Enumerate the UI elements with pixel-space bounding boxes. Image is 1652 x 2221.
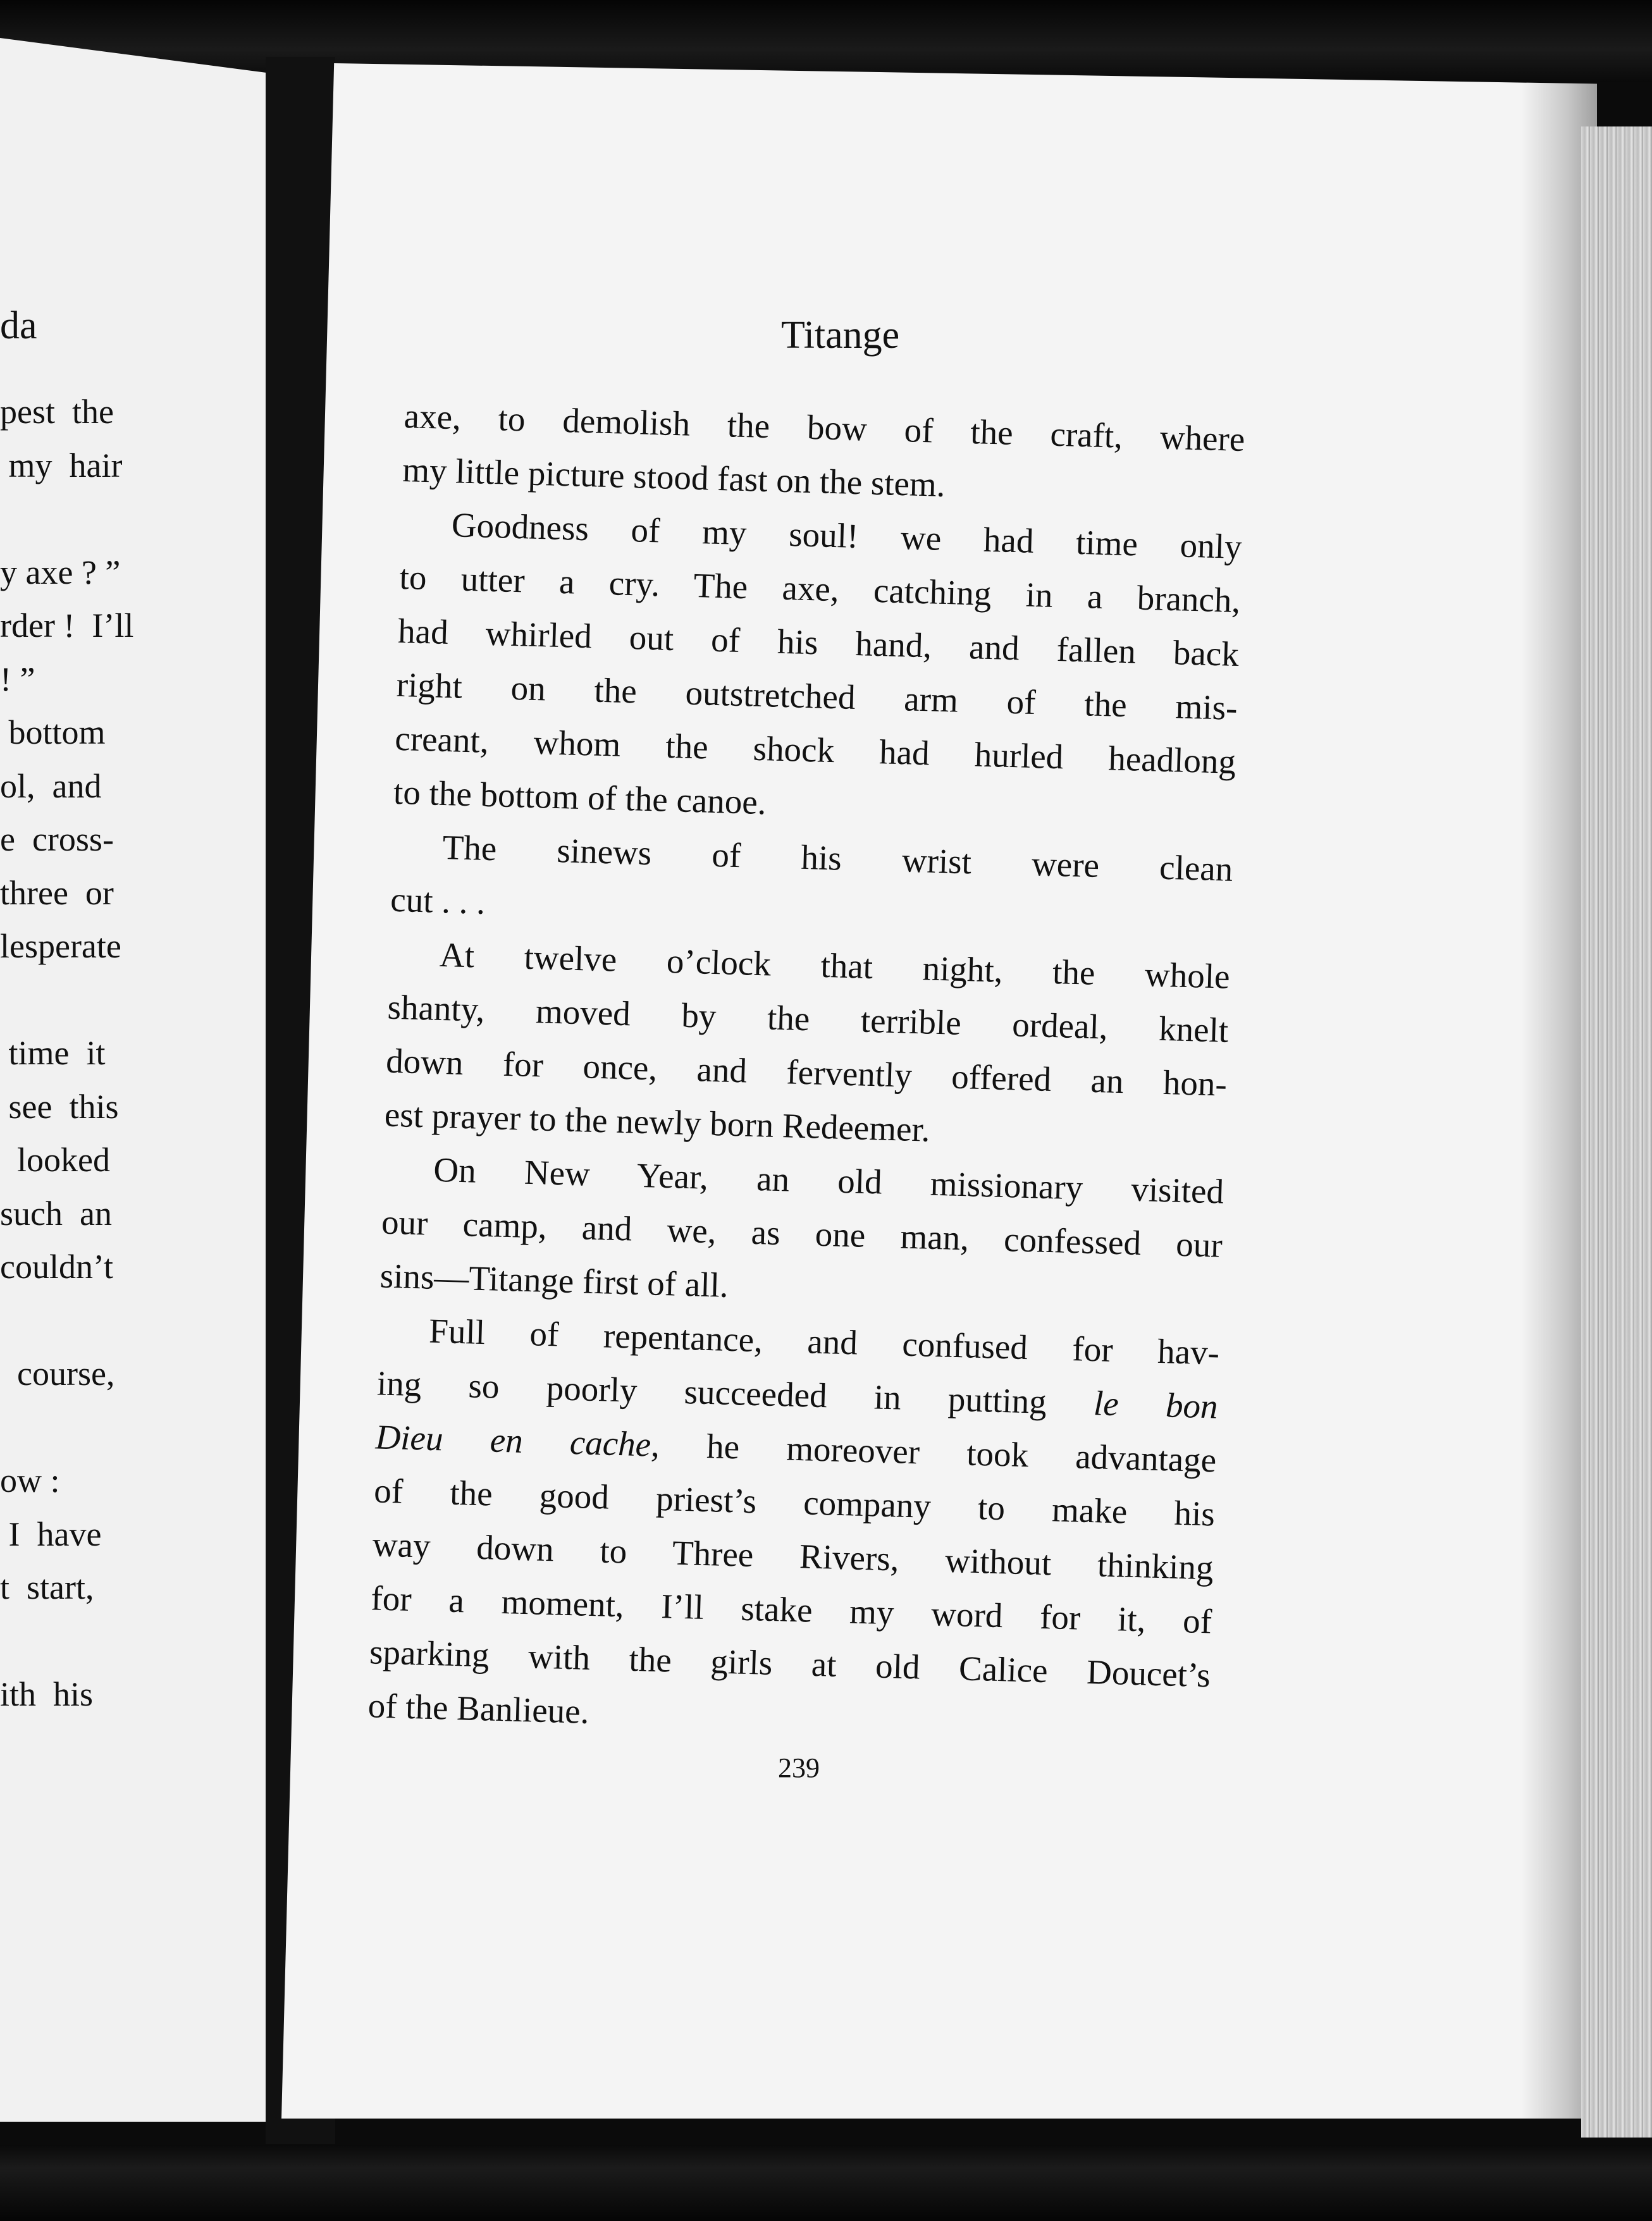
text-line: right on the outstretched arm of the mis- bbox=[396, 665, 1238, 727]
text-line: to utter a cry. The axe, catching in a branch, bbox=[398, 557, 1242, 620]
facing-page-line: bottom bbox=[0, 713, 106, 751]
facing-page-line: see this bbox=[0, 1087, 119, 1126]
text-line: Goodness of my soul! we had time only bbox=[451, 505, 1243, 567]
facing-page-line: t start, bbox=[0, 1568, 94, 1606]
facing-page-line: y axe ? ” bbox=[0, 553, 121, 591]
text-line: est prayer to the newly born Redeemer. bbox=[384, 1095, 931, 1149]
facing-page-line: couldn’t bbox=[0, 1248, 113, 1286]
text-line: for a moment, I’ll stake my word for it, of bbox=[370, 1578, 1212, 1641]
page-edges-stack bbox=[1581, 126, 1652, 2138]
text-line: cut . . . bbox=[390, 880, 486, 921]
italic-run: Dieu en cache bbox=[374, 1417, 652, 1464]
facing-page-line: I have bbox=[0, 1515, 102, 1553]
text-line: down for once, and fervently offered an hon- bbox=[385, 1041, 1228, 1104]
running-head: Titange bbox=[781, 314, 900, 357]
scan-frame-bottom bbox=[0, 2145, 1652, 2221]
body-text bbox=[367, 389, 1246, 1756]
facing-page-line: three or bbox=[0, 873, 114, 912]
text-line: our camp, and we, as one man, confessed our bbox=[381, 1202, 1223, 1265]
text-line: On New Year, an old missionary visited bbox=[433, 1150, 1224, 1211]
page-number: 239 bbox=[778, 1752, 820, 1783]
text-line: Full of repentance, and confused for hav- bbox=[428, 1311, 1220, 1372]
facing-page-line: ol, and bbox=[0, 766, 102, 805]
text-line: sins—Titange first of all. bbox=[379, 1256, 729, 1305]
text-line: my little picture stood fast on the stem. bbox=[402, 450, 946, 504]
text-run: ing so poorly succeeded in putting bbox=[376, 1363, 1094, 1423]
facing-page-line: time it bbox=[0, 1034, 106, 1072]
facing-page-line: ! ” bbox=[0, 660, 35, 698]
text-line: had whirled out of his hand, and fallen back bbox=[397, 611, 1240, 674]
text-line: axe, to demolish the bow of the craft, where bbox=[403, 396, 1246, 459]
facing-page-line: such an bbox=[0, 1194, 112, 1233]
facing-page-line: lesperate bbox=[0, 927, 121, 965]
facing-page-line: pest the bbox=[0, 393, 114, 431]
text-run: , he moreover took advantage bbox=[650, 1425, 1217, 1480]
facing-page-line: looked bbox=[0, 1141, 110, 1179]
facing-page-line: e cross- bbox=[0, 820, 114, 858]
facing-page-line: my hair bbox=[0, 446, 123, 484]
text-line: to the bottom of the canoe. bbox=[393, 772, 767, 822]
facing-page-line: course, bbox=[0, 1355, 115, 1393]
text-line: The sinews of his wrist were clean bbox=[441, 827, 1234, 889]
facing-page-header-fragment: da bbox=[0, 304, 37, 347]
facing-page-line: rder ! I’ll bbox=[0, 606, 134, 644]
italic-run: le bon bbox=[1093, 1384, 1219, 1426]
text-line: of the Banlieue. bbox=[367, 1686, 590, 1731]
facing-page-line: ow : bbox=[0, 1461, 60, 1499]
text-line: of the good priest’s company to make his bbox=[373, 1471, 1216, 1534]
scan-frame-top bbox=[0, 0, 1652, 82]
facing-page-line: ith his bbox=[0, 1675, 94, 1713]
text-line: sparking with the girls at old Calice Doucet’s bbox=[369, 1632, 1211, 1695]
text-line: creant, whom the shock had hurled headlong bbox=[394, 718, 1236, 781]
text-line: At twelve o’clock that night, the whole bbox=[439, 935, 1231, 996]
text-line: way down to Three Rivers, without thinking bbox=[372, 1525, 1214, 1587]
text-line: shanty, moved by the terrible ordeal, knelt bbox=[386, 987, 1230, 1050]
